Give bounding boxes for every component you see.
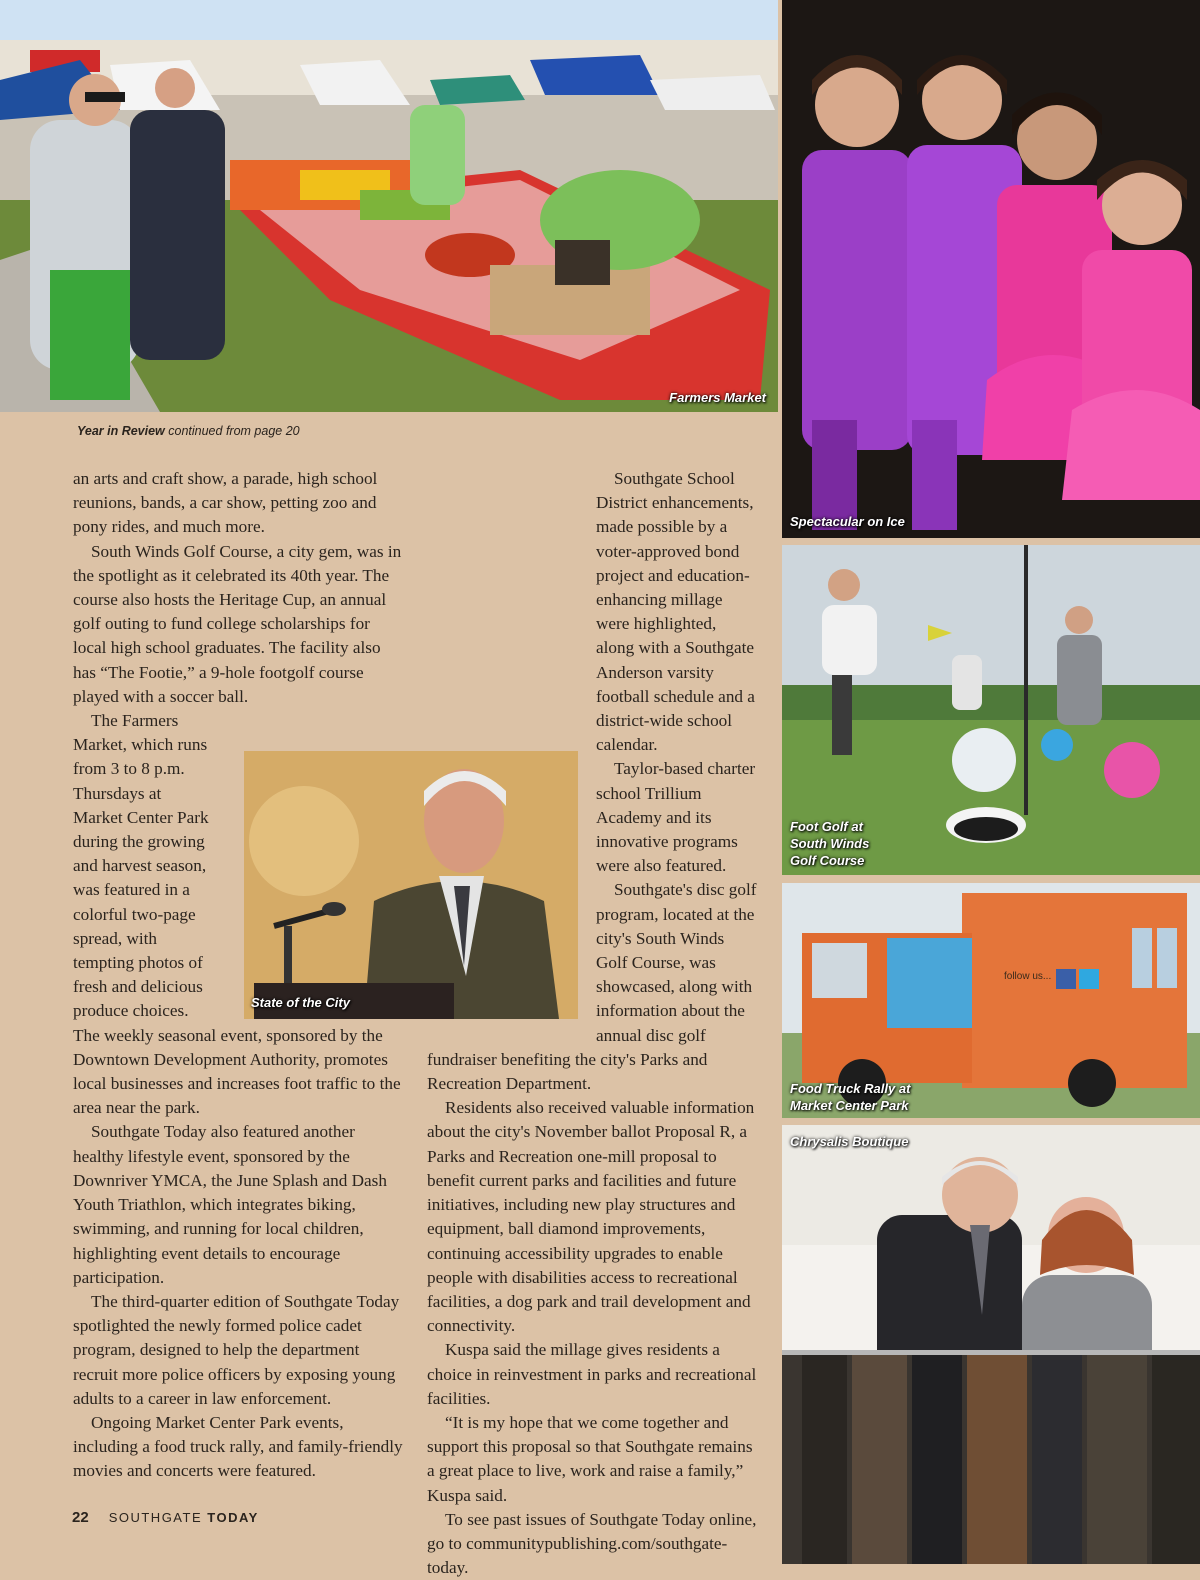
article-column-right <box>427 467 757 1580</box>
paragraph: Southgate Today also featured another healthy lifestyle event, sponsored by the Downriver YMCA, the June Splash and Dash Youth Triathlon, which integrates biking, swimming, and running for local children, highlighting event details to encourage participation. <box>73 1122 387 1287</box>
foot-golf-caption: Foot Golf at South Winds Golf Course <box>790 819 870 868</box>
chrysalis-illustration <box>782 1125 1200 1564</box>
page-footer <box>72 1509 259 1526</box>
paragraph: Southgate School District enhancements, made possible by a voter-approved bond project and education-enhancing millage were highlighted, along with a Southgate Anderson varsity football schedule and a district-wide school calendar. <box>596 469 755 755</box>
paragraph: To see past issues of Southgate Today online, go to communitypublishing.com/southgate-today. <box>427 1509 757 1578</box>
continued-from-note <box>77 424 300 438</box>
publication-name: SOUTHGATE <box>108 1510 203 1525</box>
continued-text: continued from page 20 <box>164 424 300 438</box>
farmers-market-illustration <box>0 0 778 412</box>
truck-follow-text: follow us... <box>1004 971 1052 982</box>
food-truck-photo <box>782 883 1200 1118</box>
paragraph: South Winds Golf Course, a city gem, was in the spotlight as it celebrated its 40th year. The course also hosts the Heritage Cup, an annual golf outing to fund college scholarships for local high school graduates. The facility also has “The Footie,” a 9-hole footgolf course played with a soccer ball. <box>73 541 402 706</box>
skaters-illustration <box>782 0 1200 538</box>
wrap-spacer <box>427 733 596 1033</box>
publication-name-bold: TODAY <box>207 1510 259 1525</box>
paragraph: Ongoing Market Center Park events, including a food truck rally, and family-friendly movies and concerts were featured. <box>73 1412 403 1481</box>
paragraph: an arts and craft show, a parade, high school reunions, bands, a car show, petting zoo and pony rides, and much more. <box>73 469 378 537</box>
paragraph: The Farmers Market, which runs from 3 to 8 p.m. Thursdays at Market Center Park during the growing and harvest season, was featured in a colorful two-page spread, with tempting photos of fresh and delicious produce choices. The weekly seasonal event, sponsored by the Downtown Development Authority, promotes local businesses and increases foot traffic to the area near the park. <box>73 711 401 1118</box>
paragraph: “It is my hope that we come together and support this proposal so that Southgate remains a great place to live, work and raise a family,” Kuspa said. <box>427 1412 753 1505</box>
spectacular-on-ice-caption: Spectacular on Ice <box>790 514 905 529</box>
paragraph: Taylor-based charter school Trillium Academy and its innovative programs were also featured. <box>596 759 756 876</box>
article-column-left <box>73 467 403 1484</box>
chrysalis-photo <box>782 1125 1200 1564</box>
farmers-market-photo <box>0 0 778 412</box>
state-of-city-caption: State of the City <box>251 995 350 1010</box>
spectacular-on-ice-photo <box>782 0 1200 538</box>
foot-golf-photo <box>782 545 1200 875</box>
page-number: 22 <box>72 1509 89 1526</box>
paragraph: The third-quarter edition of Southgate Today spotlighted the newly formed police cadet program, designed to help the department recruit more police officers by exposing young adults to a career in law enforcement. <box>73 1291 400 1408</box>
wrap-spacer <box>215 737 403 1009</box>
chrysalis-caption: Chrysalis Boutique <box>790 1134 909 1149</box>
section-title: Year in Review <box>77 424 165 438</box>
farmers-market-caption: Farmers Market <box>669 390 766 405</box>
paragraph: Residents also received valuable information about the city's November ballot Proposal R, a Parks and Recreation one-mill proposal to benefit current parks and facilities and future initiatives, including new play structures and equipment, ball diamond improvements, continuing accessibility upgrades to enable people with disabilities access to recreational facilities, a dog park and trail development and connectivity. <box>427 1098 755 1336</box>
food-truck-caption: Food Truck Rally at Market Center Park <box>790 1081 911 1113</box>
paragraph: Southgate's disc golf program, located at the city's South Winds Golf Course, was showcased, along with information about the annual disc golf fundraiser benefiting the city's Parks and Recreation Department. <box>427 880 757 1094</box>
paragraph: Kuspa said the millage gives residents a choice in reinvestment in parks and recreational facilities. <box>427 1340 757 1408</box>
